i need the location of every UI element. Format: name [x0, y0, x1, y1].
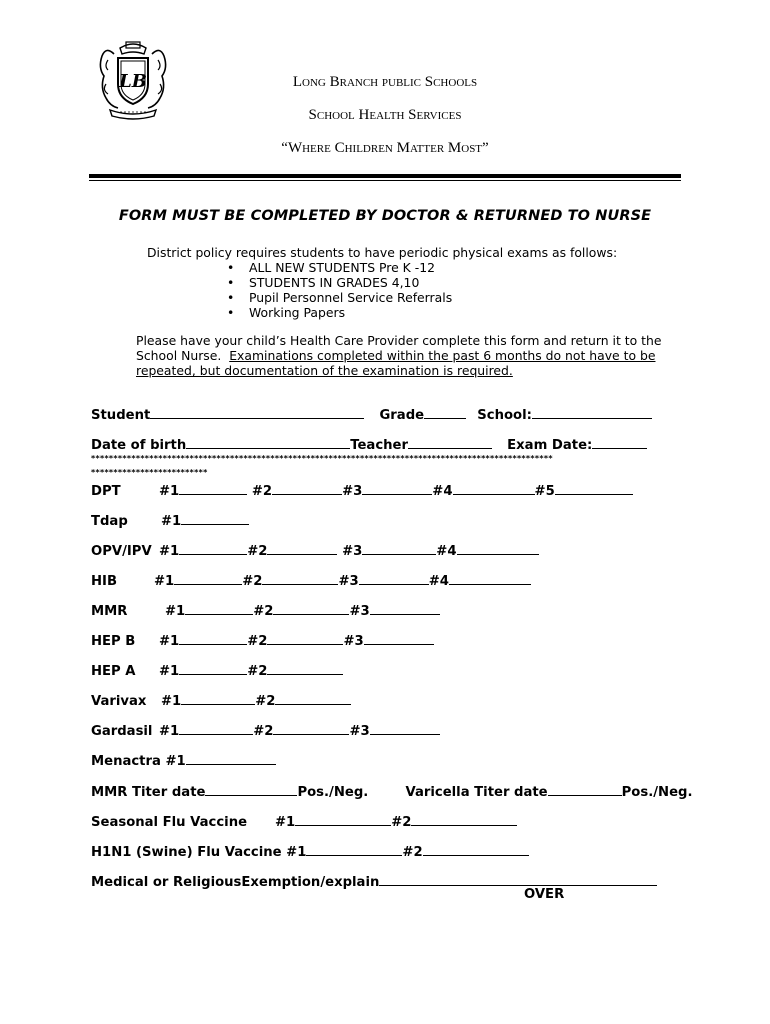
dose-label: #2 — [247, 544, 268, 559]
dose-label: #2 — [391, 815, 412, 830]
dose-field[interactable] — [555, 482, 633, 495]
dose-field[interactable] — [364, 632, 434, 645]
mmr-titer-result[interactable]: Pos./Neg. — [297, 785, 369, 800]
header-rule-thin — [89, 180, 681, 181]
dose-label: #3 — [338, 574, 359, 589]
titer-row — [91, 783, 692, 800]
dose-field[interactable] — [181, 692, 255, 705]
dose-label: #1 — [154, 574, 175, 589]
instructions-underlined: Examinations completed within the past 6 months do not have to be repeated, but documentation of the examination is required. — [136, 348, 656, 378]
dob-teacher-row — [91, 436, 647, 453]
dose-field[interactable] — [362, 542, 436, 555]
seasonal-flu-row — [91, 813, 517, 830]
vaccine-label: Menactra — [91, 754, 161, 769]
grade-label: Grade — [379, 408, 425, 423]
vaccine-label: MMR — [91, 604, 128, 619]
dose-label: #2 — [253, 724, 274, 739]
vaccine-row-hib — [91, 572, 531, 589]
dose-label: #3 — [343, 634, 364, 649]
dose-label: #1 — [159, 664, 180, 679]
dose-label: #3 — [349, 604, 370, 619]
dose-label: #1 — [286, 845, 307, 860]
dose-field[interactable] — [453, 482, 535, 495]
dose-field[interactable] — [370, 722, 440, 735]
dose-field[interactable] — [174, 572, 242, 585]
dose-field[interactable] — [306, 843, 402, 856]
vaccine-label: DPT — [91, 484, 121, 499]
instructions-note — [136, 333, 696, 378]
exam-date-label: Exam Date: — [507, 438, 593, 453]
dose-field[interactable] — [457, 542, 539, 555]
separator-stars-end: ************************** — [91, 468, 208, 477]
vaccine-row-mmr — [91, 602, 440, 619]
dose-field[interactable] — [411, 813, 517, 826]
dose-label: #4 — [428, 574, 449, 589]
vaccine-row-hep-a — [91, 662, 343, 679]
dose-field[interactable] — [181, 512, 249, 525]
dose-field[interactable] — [370, 602, 440, 615]
mmr-titer-date-field[interactable] — [205, 783, 297, 796]
varicella-titer-date-field[interactable] — [548, 783, 622, 796]
vaccine-row-tdap — [91, 512, 249, 529]
instructions-plain: Please have your child’s Health Care Provider complete this form and return it to the School Nurse. — [136, 333, 662, 363]
vaccine-label: HIB — [91, 574, 117, 589]
dose-label: #4 — [436, 544, 457, 559]
dose-field[interactable] — [273, 602, 349, 615]
vaccine-row-varivax — [91, 692, 351, 709]
dose-field[interactable] — [275, 692, 351, 705]
h1n1-flu-row — [91, 843, 529, 860]
mmr-titer-label: MMR Titer date — [91, 785, 206, 800]
dose-label: #3 — [342, 544, 363, 559]
dose-field[interactable] — [267, 542, 337, 555]
vaccine-label: Varivax — [91, 694, 147, 709]
dose-label: #5 — [534, 484, 555, 499]
vaccine-row-opv-ipv — [91, 542, 539, 559]
dose-field[interactable] — [295, 813, 391, 826]
dose-field[interactable] — [267, 662, 343, 675]
dose-label: #1 — [275, 815, 296, 830]
list-item: • Pupil Personnel Service Referrals — [225, 290, 452, 305]
district-name: Long Branch public Schools — [292, 74, 478, 90]
dose-label: #1 — [165, 754, 186, 769]
student-info-row — [91, 406, 652, 423]
vaccine-row-hep-b — [91, 632, 434, 649]
department-name: School Health Services — [308, 107, 462, 123]
student-label: Student — [91, 408, 151, 423]
exemption-row — [91, 873, 657, 890]
dose-field[interactable] — [267, 632, 343, 645]
teacher-label: Teacher — [350, 438, 408, 453]
varicella-titer-label: Varicella Titer date — [405, 785, 548, 800]
vaccine-label: OPV/IPV — [91, 544, 152, 559]
dose-field[interactable] — [186, 752, 276, 765]
student-field[interactable] — [150, 406, 364, 419]
dose-label: #2 — [247, 664, 268, 679]
vaccine-row-dpt — [91, 482, 633, 499]
policy-intro: District policy requires students to have periodic physical exams as follows: — [147, 245, 618, 260]
dose-label: #4 — [432, 484, 453, 499]
dose-label: #2 — [255, 694, 276, 709]
dose-label: #1 — [161, 694, 182, 709]
dose-label: #2 — [242, 574, 263, 589]
dose-field[interactable] — [273, 722, 349, 735]
vaccine-row-gardasil — [91, 722, 440, 739]
dose-field[interactable] — [185, 602, 253, 615]
motto: “Where Children Matter Most” — [281, 140, 489, 156]
varicella-titer-result[interactable]: Pos./Neg. — [621, 785, 693, 800]
vaccine-label: HEP A — [91, 664, 136, 679]
dose-label: #1 — [165, 604, 186, 619]
vaccine-row-menactra — [91, 752, 276, 769]
dose-field[interactable] — [179, 542, 247, 555]
dose-label: #3 — [342, 484, 363, 499]
dose-label: #2 — [247, 634, 268, 649]
dose-field[interactable] — [449, 572, 531, 585]
vaccine-label: Tdap — [91, 514, 128, 529]
exam-requirement-list — [225, 260, 452, 320]
exemption-label: Medical or ReligiousExemption/explain — [91, 875, 380, 890]
header-rule-thick — [89, 174, 681, 178]
list-item: • STUDENTS IN GRADES 4,10 — [225, 275, 452, 290]
dose-label: #2 — [253, 604, 274, 619]
form-title: FORM MUST BE COMPLETED BY DOCTOR & RETURNED TO NURSE — [118, 208, 652, 224]
list-item: • Working Papers — [225, 305, 452, 320]
dose-label: #2 — [251, 484, 273, 499]
dose-field[interactable] — [359, 572, 429, 585]
over-note: OVER — [524, 887, 565, 902]
dose-label: #1 — [159, 724, 180, 739]
dose-field[interactable] — [179, 482, 247, 495]
dose-field[interactable] — [272, 482, 342, 495]
vaccine-label: HEP B — [91, 634, 136, 649]
dose-field[interactable] — [423, 843, 529, 856]
separator-stars: ******************************************************************************************************* — [91, 454, 553, 463]
dose-label: #1 — [159, 634, 180, 649]
dose-label: #1 — [161, 514, 182, 529]
vaccine-label: Gardasil — [91, 724, 153, 739]
school-label: School: — [477, 408, 532, 423]
crest-monogram: LB — [119, 71, 147, 92]
dose-label: #3 — [349, 724, 370, 739]
school-field[interactable] — [532, 406, 652, 419]
grade-field[interactable] — [424, 406, 466, 419]
teacher-field[interactable] — [408, 436, 492, 449]
h1n1-flu-label: H1N1 (Swine) Flu Vaccine — [91, 845, 282, 860]
dose-field[interactable] — [262, 572, 338, 585]
dose-label: #1 — [159, 544, 180, 559]
exam-date-field[interactable] — [592, 436, 647, 449]
dob-field[interactable] — [186, 436, 350, 449]
dose-field[interactable] — [362, 482, 432, 495]
exemption-field[interactable] — [379, 873, 657, 886]
dose-field[interactable] — [179, 662, 247, 675]
list-item: • ALL NEW STUDENTS Pre K -12 — [225, 260, 452, 275]
dose-label: #1 — [159, 484, 180, 499]
dose-field[interactable] — [179, 632, 247, 645]
dose-label: #2 — [402, 845, 423, 860]
dose-field[interactable] — [179, 722, 253, 735]
seasonal-flu-label: Seasonal Flu Vaccine — [91, 815, 248, 830]
dob-label: Date of birth — [91, 438, 187, 453]
